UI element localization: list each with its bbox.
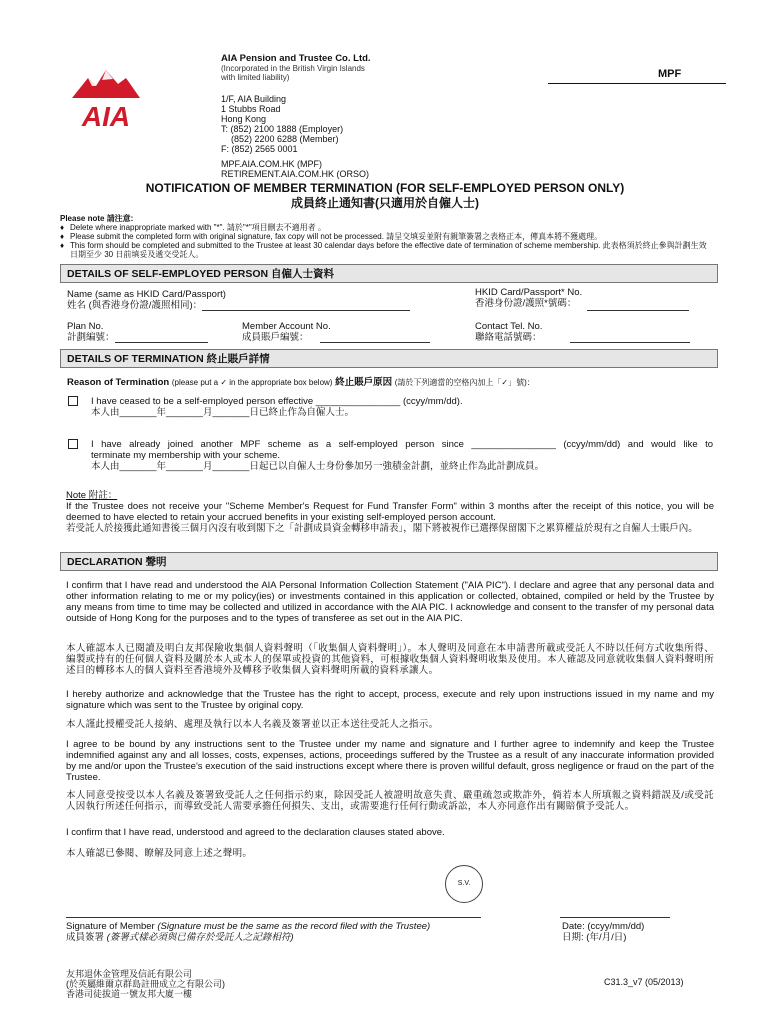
address-line-2: 1 Stubbs Road [221,104,281,114]
notes-heading: Please note 請注意: [60,214,134,223]
scheme-badge: MPF [658,68,682,80]
declaration-p3-zh: 本人同意受按受以本人名義及簽署致受託人之任何指示約束，除因受託人被證明故意失責、嚴重疏忽或欺詐外，倘若本人所填報之資料錯誤及/或受託人因執行所述任何指示，而導致受託人需要承擔任何損失、支出，或需要進行任何行動或訴訟，本人亦同意作出有關賠償予受託人。 [66,790,714,812]
declaration-p2-zh: 本人謹此授權受託人接納、處理及執行以本人名義及簽署並以正本送往受託人之指示。 [66,719,439,730]
declaration-p1-zh: 本人確認本人已閱讀及明白友邦保險收集個人資料聲明（「收集個人資料聲明」）。本人聲明及同意在本申請書所載或受託人不時以任何方式收集所得、編製或持有的任何個人資料及關於本人或本人的保單或投資的其他資料，可根據收集個人資料聲明收集及使用。本人確認及同意就收集個人資料聲明所述目的轉移本人的個人資料至香港境外及轉移予收集個人資料聲明所載的資料承讓人。 [66,643,714,676]
option-ceased-text: I have ceased to be a self-employed person effective ________________ (ccyy/mm/dd). 本人由_______年_______月_______日已終止作為自僱人士。 [91,396,463,418]
option-joined-checkbox[interactable] [68,439,78,449]
hkid-field[interactable] [587,310,689,311]
option-ceased-checkbox[interactable] [68,396,78,406]
contact-tel-field[interactable] [570,342,690,343]
address-line-3: Hong Kong [221,114,267,124]
website-orso: RETIREMENT.AIA.COM.HK (ORSO) [221,169,370,179]
aia-logo [66,62,146,132]
footer-company-zh [66,969,225,999]
form-title-en: NOTIFICATION OF MEMBER TERMINATION (FOR SELF-EMPLOYED PERSON ONLY) [145,181,625,195]
date-label: Date: (ccyy/mm/dd) 日期: (年/月/日) [562,921,645,943]
declaration-p4-en: I confirm that I have read, understood and agreed to the declaration clauses stated above. [66,827,445,838]
address-line-1: 1/F, AIA Building [221,94,287,104]
tel-employer: T: (852) 2100 1888 (Employer) [221,124,344,134]
member-signature-field[interactable] [66,917,481,918]
bullet: ♦ [60,223,65,232]
logo-text: AIA [81,101,131,132]
note-item: Please submit the completed form with original signature, fax copy will not be processed. 請呈交填妥並附有親筆簽署之表格正本，傳真本將不獲處理。 [70,232,603,241]
note-label: Note 附註： [66,490,118,501]
form-code: C31.3_v7 (05/2013) [604,977,684,987]
bullet: ♦ [60,232,65,241]
name-label: Name (same as HKID Card/Passport) 姓名 (與香港身份證/護照相同)： [67,289,226,311]
sv-stamp: S.V. [445,865,483,903]
note-en: If the Trustee does not receive your "Scheme Member's Request for Fund Transfer Form" within 3 months after the receipt of this notice, you will be deemed to have elected to retain your accrued benefits in your existing self-employed person account. [66,501,714,523]
incorporation-note-2: with limited liability) [221,73,290,82]
footer-name-zh: 友邦退休金管理及信託有限公司 [66,969,193,979]
footer-address-zh: 香港司徒拔道一號友邦大廈一樓 [66,989,193,999]
footer-incorp-zh: (於英屬維爾京群島註冊成立之有限公司) [66,979,225,989]
notes-block [60,214,720,259]
name-field[interactable] [202,310,410,311]
incorporation-note-1: (Incorporated in the British Virgin Islands [221,64,365,73]
declaration-p2-en: I hereby authorize and acknowledge that the Trustee has the right to accept, process, execute and rely upon instructions issued in my name and my signature which was sent to the Trustee by original copy. [66,689,714,711]
plan-no-field[interactable] [115,342,208,343]
member-signature-label: Signature of Member (Signature must be the same as the record filed with the Trustee) 成員簽署 (簽署式樣必須與已備存於受託人之記錄相符) [66,921,431,943]
hkid-label: HKID Card/Passport* No. 香港身份證/護照*號碼： [475,287,583,309]
note-zh: 若受託人於接獲此通知書後三個月內沒有收到閣下之「計劃成員資金轉移申請表」，閣下將被視作已選擇保留閣下之累算權益於現有之自僱人士賬戶內。 [66,523,698,534]
contact-tel-label: Contact Tel. No. 聯絡電話號碼： [475,321,543,343]
company-block [221,54,541,179]
note-item: This form should be completed and submitted to the Trustee at least 30 calendar days before the effective date of termination of scheme membership. 此表格須於終止參與計劃生效日期至少 30 日前填妥及遞交受託人。 [70,241,707,259]
section-declaration-heading: DECLARATION 聲明 [60,552,718,571]
declaration-p3-en: I agree to be bound by any instructions sent to the Trustee under my name and signature and I further agree to indemnify and keep the Trustee indemnified against any and all losses, costs, expenses, actions, proceedings suffered by the Trustee as a result of any inaccurate information provided by me and/or upon the Trustee's execution of the said instructions except where there is proven willful default, gross negligence or fraud on the part of the Trustee. [66,739,714,783]
member-account-field[interactable] [320,342,430,343]
note-item: Delete where inappropriate marked with "*". 請於"*"項目刪去不適用者 。 [70,223,326,232]
section-self-employed-heading: DETAILS OF SELF-EMPLOYED PERSON 自僱人士資料 [60,264,718,283]
date-field[interactable] [560,917,670,918]
declaration-p4-zh: 本人確認已參閱、瞭解及同意上述之聲明。 [66,848,253,859]
website-mpf: MPF.AIA.COM.HK (MPF) [221,159,322,169]
company-name: AIA Pension and Trustee Co. Ltd. [221,53,371,64]
option-joined-text: I have already joined another MPF scheme as a self-employed person since ________________ (ccyy/mm/dd) and would like to terminate my membership with your scheme. 本人由_______年_______月_______日起已以自僱人士身份參加另一強積金計劃，並終止作為此計劃成員。 [91,439,713,472]
header-rule [548,83,726,84]
bullet: ♦ [60,241,65,250]
form-title-zh: 成員終止通知書(只適用於自僱人士) [291,196,479,210]
tel-member: (852) 2200 6288 (Member) [231,134,339,144]
member-account-label: Member Account No. 成員賬戶編號： [242,321,331,343]
reason-line: Reason of Termination (please put a ✓ in the appropriate box below) 終止賬戶原因 (請於下列適當的空格內加上「✓」號)： [67,377,535,388]
section-termination-heading: DETAILS OF TERMINATION 終止賬戶詳情 [60,349,718,368]
fax-number: F: (852) 2565 0001 [221,144,298,154]
plan-no-label: Plan No. 計劃編號： [67,321,115,343]
termination-note [66,490,714,534]
declaration-p1-en: I confirm that I have read and understood the AIA Personal Information Collection Statement ("AIA PIC"). I declare and agree that any personal data and other information relating to me or my policy(ies) or investments contained in this application or collected, obtained, compiled or held by the Trustee by any means from time to time may be collected and utilized in accordance with the AIA PIC. I acknowledge and consent to the transfer of my personal data outside of Hong Kong for the purposes and to the types of transferee as set out in the AIA PIC. [66,580,714,624]
